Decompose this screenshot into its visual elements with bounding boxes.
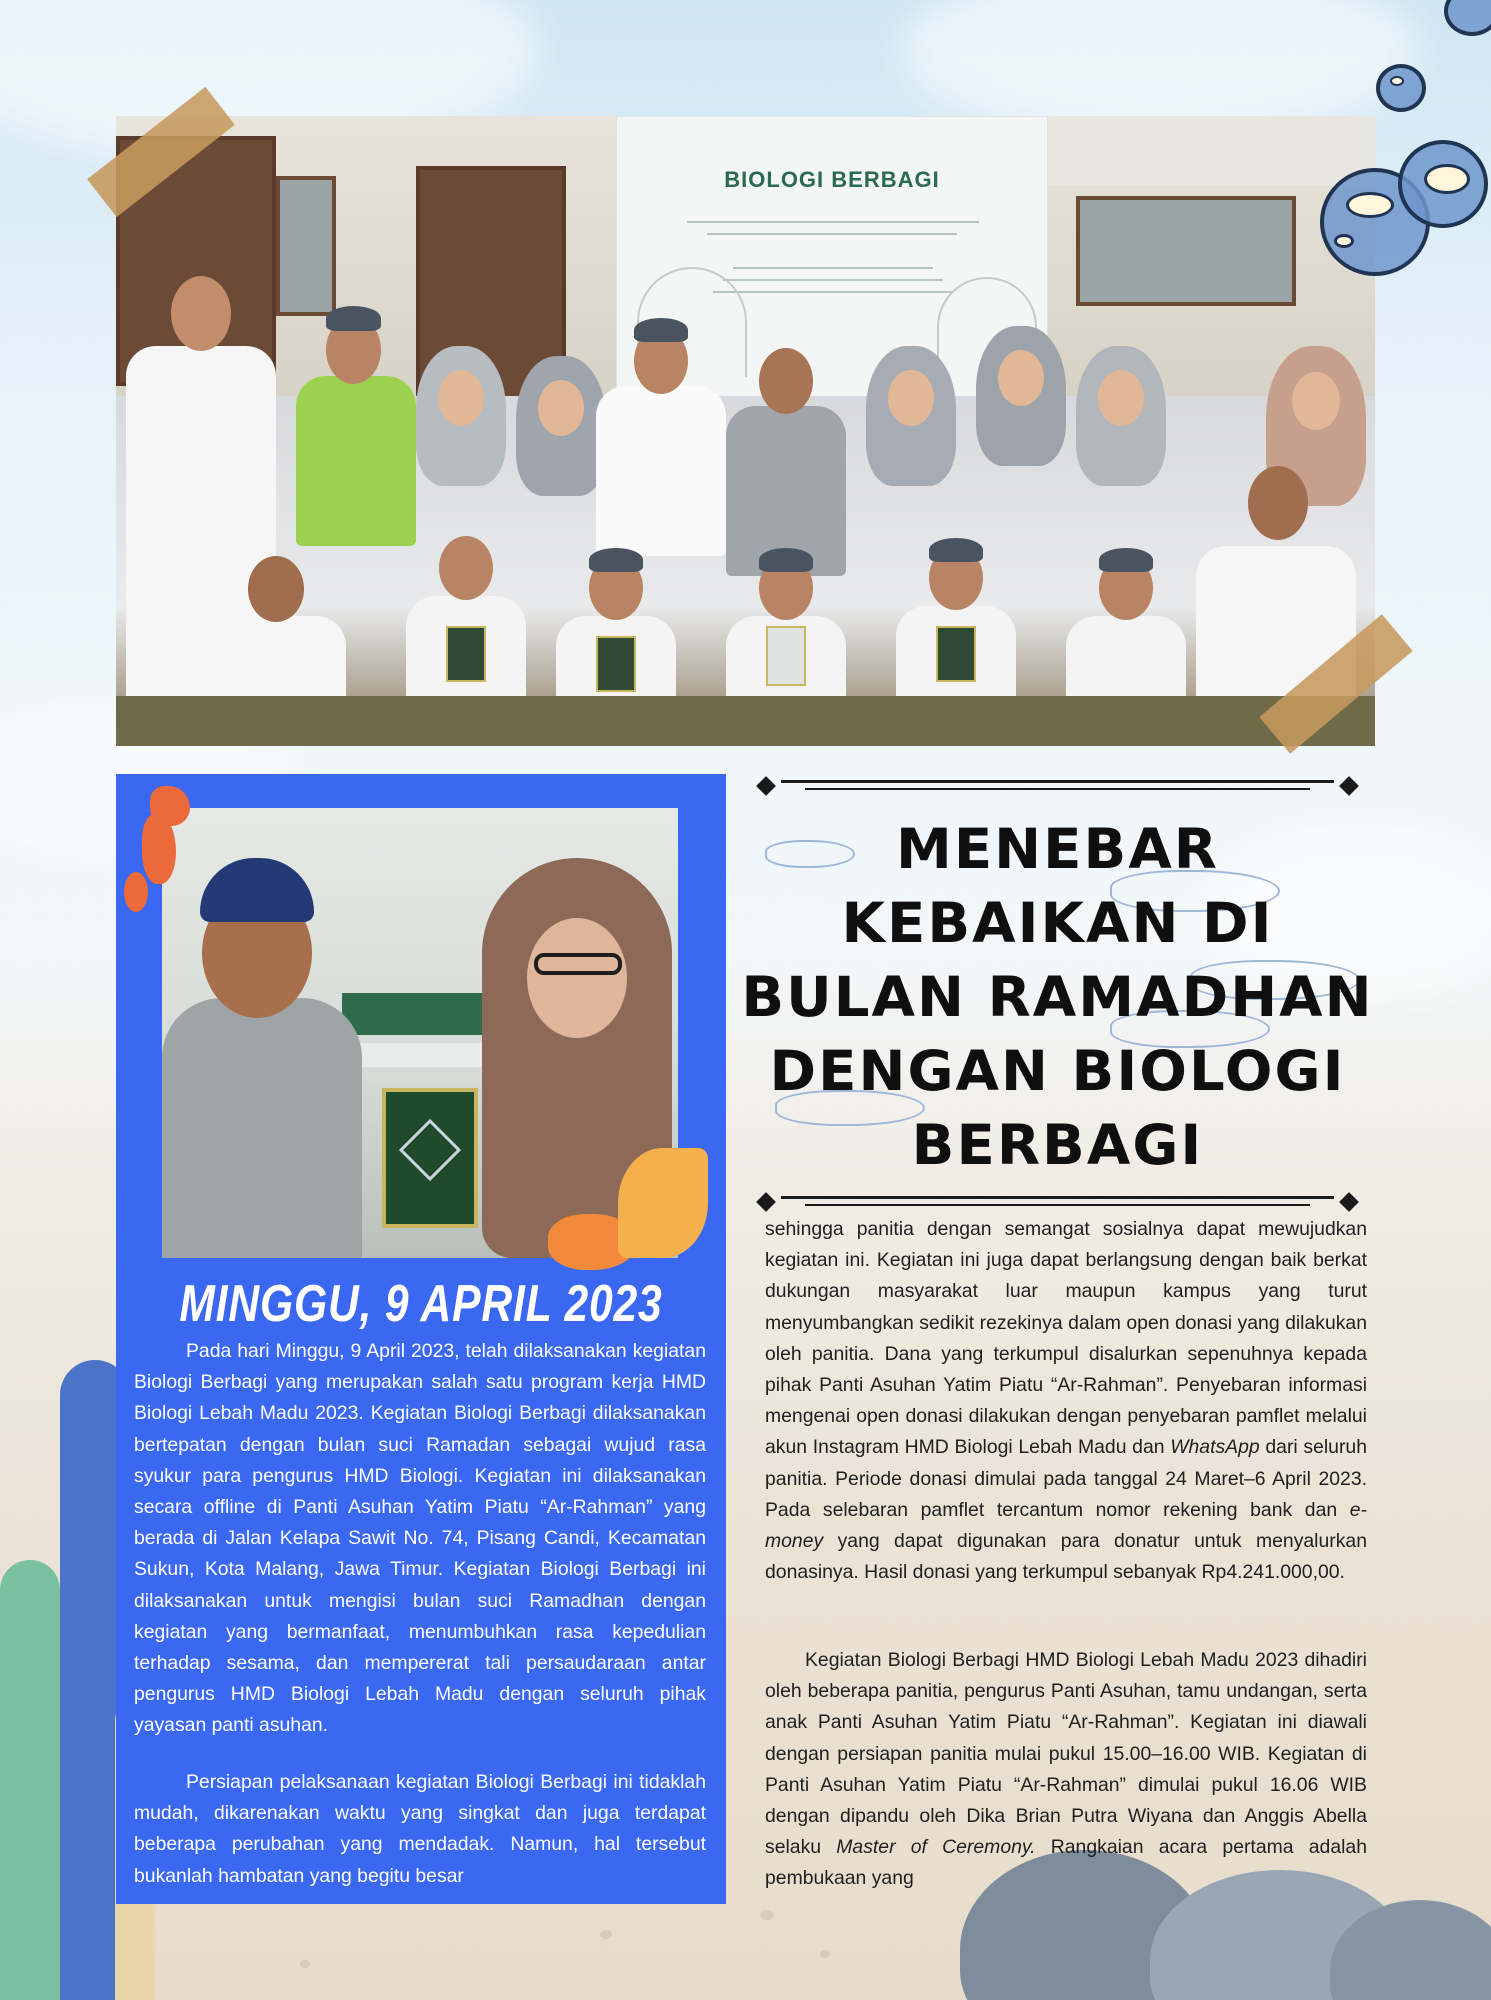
- title-line: MENEBAR: [895, 817, 1220, 881]
- window: [1076, 196, 1296, 306]
- seaweed-decoration: [0, 1560, 60, 2000]
- article-paragraph: sehingga panitia dengan semangat sosialnya dapat mewujudkan kegiatan ini. Kegiatan ini juga dapat berlangsung dengan baik berkat dukungan masyarakat luar maupun kampus yang turut menyumbangkan sedikit rezekinya dalam open donasi yang dilakukan oleh panitia. Dana yang terkumpul disalurkan sepenuhnya kepada pihak Panti Asuhan Yatim Piatu “Ar-Rahman”. Penyebaran informasi mengenai open donasi dilakukan dengan penyebaran pamflet melalui akun Instagram HMD Biologi Lebah Madu dan WhatsApp dari seluruh panitia. Periode donasi dimulai pada tanggal 24 Maret–6 April 2023. Pada selebaran pamflet tercantum nomor rekening bank dan e-money yang dapat digunakan para donatur untuk menyalurkan donasinya. Hasil donasi yang terkumpul sebanyak Rp4.241.000,00.: [765, 1218, 1367, 1584]
- title-line: DENGAN BIOLOGI: [769, 1039, 1346, 1103]
- bubble-decoration: [1398, 140, 1488, 228]
- bubble-decoration: [1376, 64, 1426, 112]
- mc-term: Master of Ceremony.: [836, 1836, 1036, 1859]
- panel-paragraph: Persiapan pelaksanaan kegiatan Biologi Berbagi ini tidaklah mudah, dikarenakan waktu yang singkat dan juga terdapat beberapa perubahan yang mendadak. Namun, hal tersebut bukanlah hambatan yang begitu besar: [134, 1771, 706, 1887]
- ornament-divider: [745, 1188, 1370, 1216]
- panel-paragraph: Pada hari Minggu, 9 April 2023, telah dilaksanakan kegiatan Biologi Berbagi yang merupakan salah satu program kerja HMD Biologi Lebah Madu 2023. Kegiatan Biologi Berbagi dilaksanakan bertepatan dengan bulan suci Ramadan sebagai wujud rasa syukur para pengurus HMD Biologi. Kegiatan ini dilaksanakan secara offline di Panti Asuhan Yatim Piatu “Ar-Rahman” yang berada di Jalan Kelapa Sawit No. 74, Pisang Candi, Kecamatan Sukun, Kota Malang, Jawa Timur. Kegiatan Biologi Berbagi ini dilaksanakan untuk mengisi bulan suci Ramadhan dengan kegiatan yang bermanfaat, menumbuhkan rasa kepedulian terhadap sesama, dan mempererat tali persaudaraan antar pengurus HMD Biologi Lebah Madu dengan seluruh pihak yayasan panti asuhan.: [134, 1340, 706, 1737]
- goldfish-decoration: [548, 1148, 718, 1278]
- ornament-divider: [745, 772, 1370, 800]
- seahorse-decoration: [120, 786, 210, 916]
- banner-title: BIOLOGI BERBAGI: [724, 167, 940, 192]
- title-line: BERBAGI: [911, 1113, 1204, 1177]
- glasses-icon: [534, 953, 622, 975]
- bubble-decoration: [1444, 0, 1491, 36]
- quran-book: [382, 1088, 478, 1228]
- blue-panel: [116, 774, 726, 1904]
- title-line: KEBAIKAN DI: [841, 891, 1274, 955]
- whatsapp-term: WhatsApp: [1170, 1436, 1260, 1459]
- title-line: BULAN RAMADHAN: [741, 965, 1374, 1029]
- peci-cap: [200, 858, 314, 922]
- window: [276, 176, 336, 316]
- sand-texture: [760, 1910, 774, 1920]
- man-figure: [162, 998, 362, 1258]
- event-date: MINGGU, 9 APRIL 2023: [179, 1275, 663, 1333]
- woman-face: [527, 918, 627, 1038]
- emoney-term: e-money: [765, 1498, 1367, 1553]
- article-title: [739, 812, 1377, 1182]
- sand-texture: [600, 1930, 612, 1939]
- sand-texture: [820, 1950, 830, 1958]
- group-photo: [116, 116, 1375, 746]
- sand-texture: [300, 1960, 310, 1968]
- article-paragraph: Kegiatan Biologi Berbagi HMD Biologi Lebah Madu 2023 dihadiri oleh beberapa panitia, pengurus Panti Asuhan, tamu undangan, serta anak Panti Asuhan Yatim Piatu “Ar-Rahman”. Kegiatan ini diawali dengan persiapan panitia mulai pukul 15.00–16.00 WIB. Kegiatan di Panti Asuhan Yatim Piatu “Ar-Rahman” dimulai pukul 16.06 WIB dengan dipandu oleh Dika Brian Putra Wiyana dan Anggis Abella selaku Master of Ceremony. Rangkaian acara pertama adalah pembukaan yang: [765, 1649, 1367, 1890]
